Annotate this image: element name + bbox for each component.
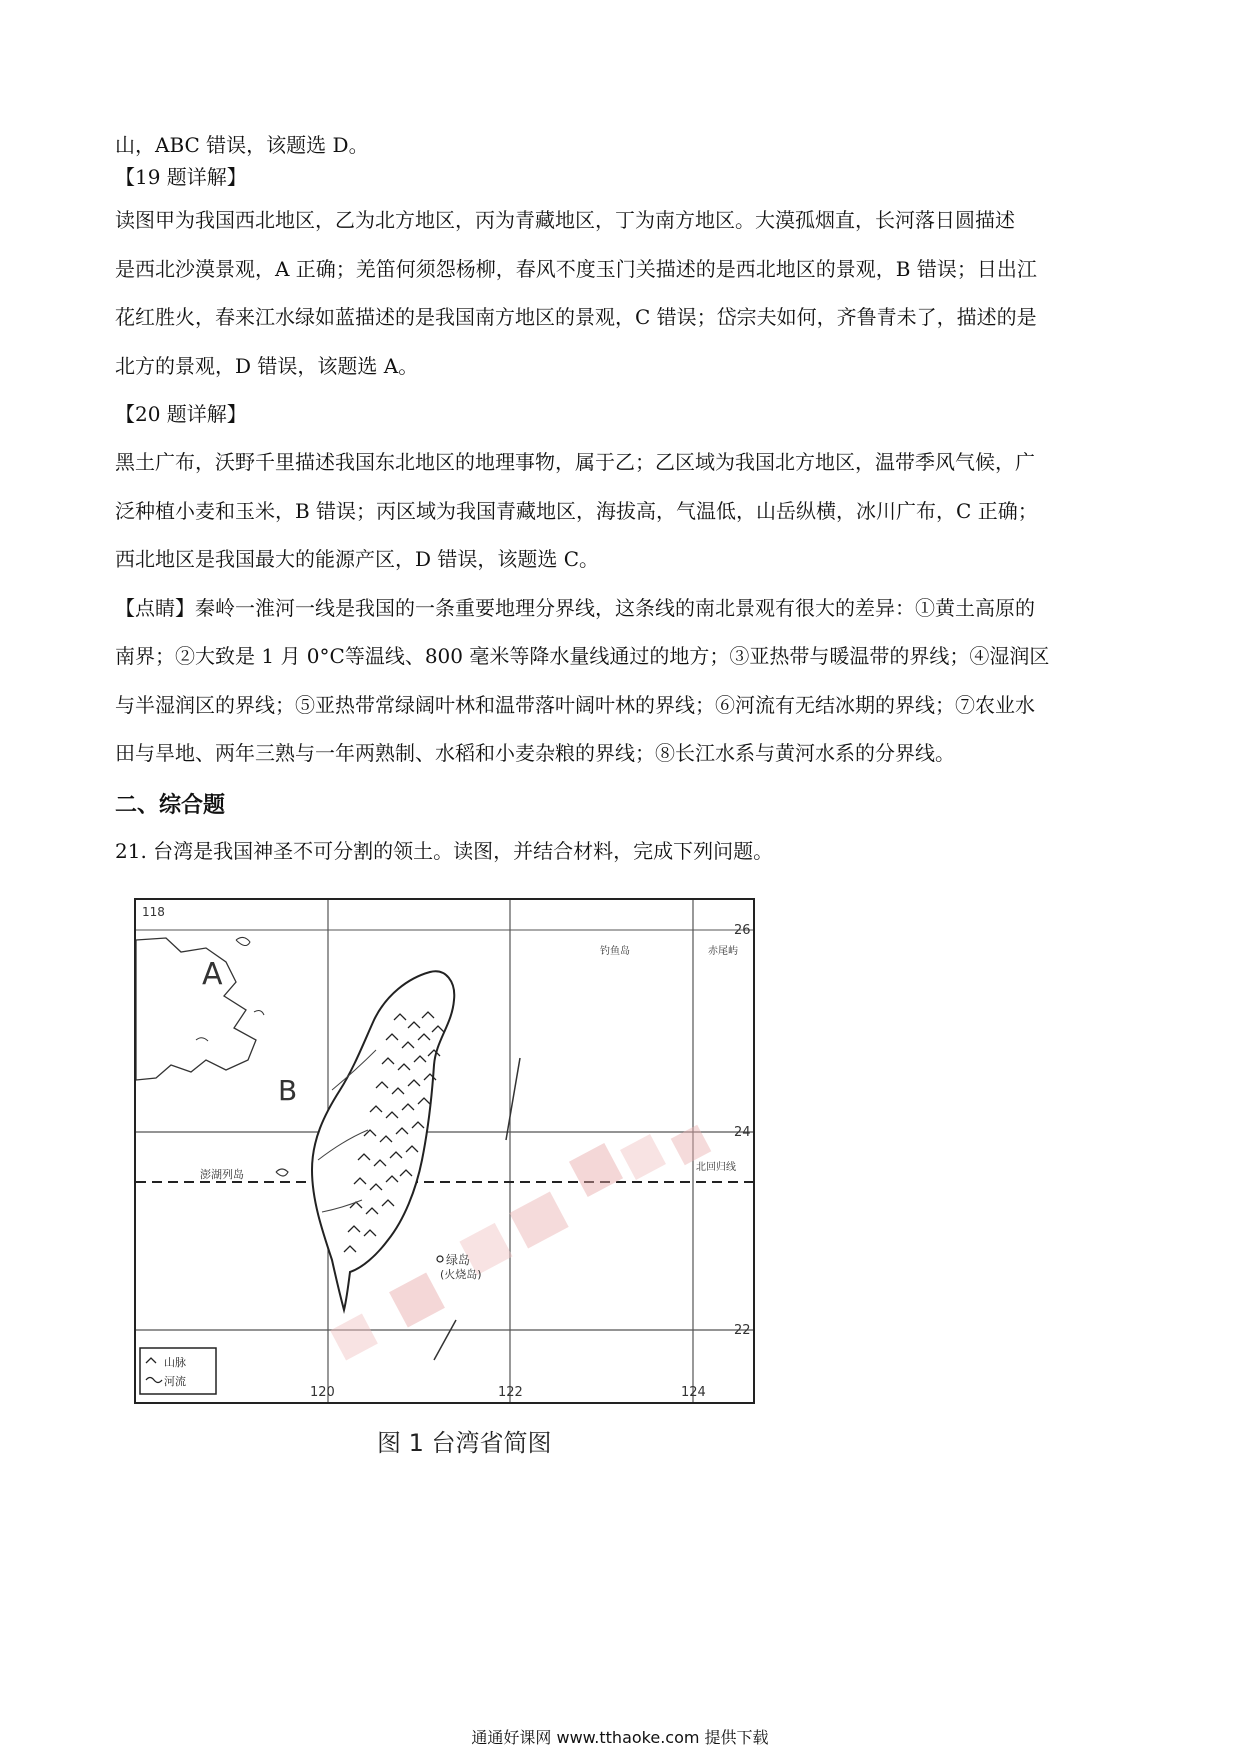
text-line-14: 田与旱地、两年三熟与一年两熟制、水稻和小麦杂粮的界线；⑧长江水系与黄河水系的分界线。 bbox=[115, 741, 955, 765]
diaoyu-label: 钓鱼岛 bbox=[600, 946, 630, 957]
lon-label-124: 124 bbox=[681, 1385, 706, 1400]
text-line-8: 黑土广布，沃野千里描述我国东北地区的地理事物，属于乙；乙区域为我国北方地区，温带季风气候，广 bbox=[115, 450, 1035, 474]
lyudao-marker bbox=[437, 1256, 443, 1262]
penghu-label: 澎湖列岛 bbox=[200, 1168, 244, 1181]
legend-river-label: 河流 bbox=[164, 1375, 186, 1388]
chiwei-label: 赤尾屿 bbox=[708, 946, 738, 957]
lon-label-122: 122 bbox=[498, 1385, 523, 1400]
lat-label-26: 26 bbox=[734, 923, 751, 938]
tropic-label: 北回归线 bbox=[696, 1162, 736, 1173]
text-line-11: 【点睛】秦岭一淮河一线是我国的一条重要地理分界线，这条线的南北景观有很大的差异：①黄土高原的 bbox=[115, 596, 1035, 620]
text-line-4: 是西北沙漠景观，A 正确；羌笛何须怨杨柳，春风不度玉门关描述的是西北地区的景观，B 错误；日出江 bbox=[115, 257, 1037, 281]
taiwan-map-figure bbox=[134, 898, 755, 1404]
taiwan-map bbox=[136, 900, 753, 1402]
lon-label-118: 118 bbox=[142, 905, 165, 919]
penghu-islands-shape bbox=[276, 1169, 288, 1176]
region-b-label: B bbox=[278, 1074, 298, 1107]
subheading-20: 【20 题详解】 bbox=[115, 402, 247, 426]
lyudao-note: (火烧岛) bbox=[440, 1268, 482, 1281]
lyudao-label: 绿岛 bbox=[446, 1253, 471, 1267]
lat-label-24: 24 bbox=[734, 1125, 751, 1140]
figure-caption: 图 1 台湾省简图 bbox=[377, 1429, 552, 1457]
south-line bbox=[434, 1320, 456, 1360]
text-line-9: 泛种植小麦和玉米，B 错误；丙区域为我国青藏地区，海拔高，气温低，山岳纵横，冰川广布，C 正确； bbox=[115, 499, 1038, 523]
text-line-13: 与半湿润区的界线；⑤亚热带常绿阔叶林和温带落叶阔叶林的界线；⑥河流有无结冰期的界线；⑦农业水 bbox=[115, 693, 1035, 717]
text-line-10: 西北地区是我国最大的能源产区，D 错误，该题选 C。 bbox=[115, 547, 600, 571]
region-a-label: A bbox=[202, 957, 223, 992]
text-line-1: 山，ABC 错误，该题选 D。 bbox=[115, 133, 369, 157]
section-heading: 二、综合题 bbox=[115, 793, 226, 818]
page-footer: 通通好课网 www.tthaoke.com 提供下载 bbox=[471, 1728, 769, 1747]
mainland-coast bbox=[136, 938, 256, 1080]
text-line-3: 读图甲为我国西北地区，乙为北方地区，丙为青藏地区，丁为南方地区。大漠孤烟直，长河落日圆描述 bbox=[115, 208, 1015, 232]
east-coast-line bbox=[506, 1058, 520, 1140]
lat-label-22: 22 bbox=[734, 1323, 751, 1338]
text-line-6: 北方的景观，D 错误，该题选 A。 bbox=[115, 354, 419, 378]
lon-label-120: 120 bbox=[310, 1385, 335, 1400]
text-line-5: 花红胜火，春来江水绿如蓝描述的是我国南方地区的景观，C 错误；岱宗夫如何，齐鲁青未了，描述的是 bbox=[115, 305, 1037, 329]
question-21: 21. 台湾是我国神圣不可分割的领土。读图，并结合材料，完成下列问题。 bbox=[115, 839, 774, 863]
text-line-12: 南界；②大致是 1 月 0°C等温线、800 毫米等降水量线通过的地方；③亚热带与暖温带的界线；④湿润区 bbox=[115, 644, 1050, 668]
taiwan-island bbox=[312, 971, 454, 1310]
legend-mountain-label: 山脉 bbox=[164, 1356, 186, 1369]
subheading-19: 【19 题详解】 bbox=[115, 165, 247, 189]
